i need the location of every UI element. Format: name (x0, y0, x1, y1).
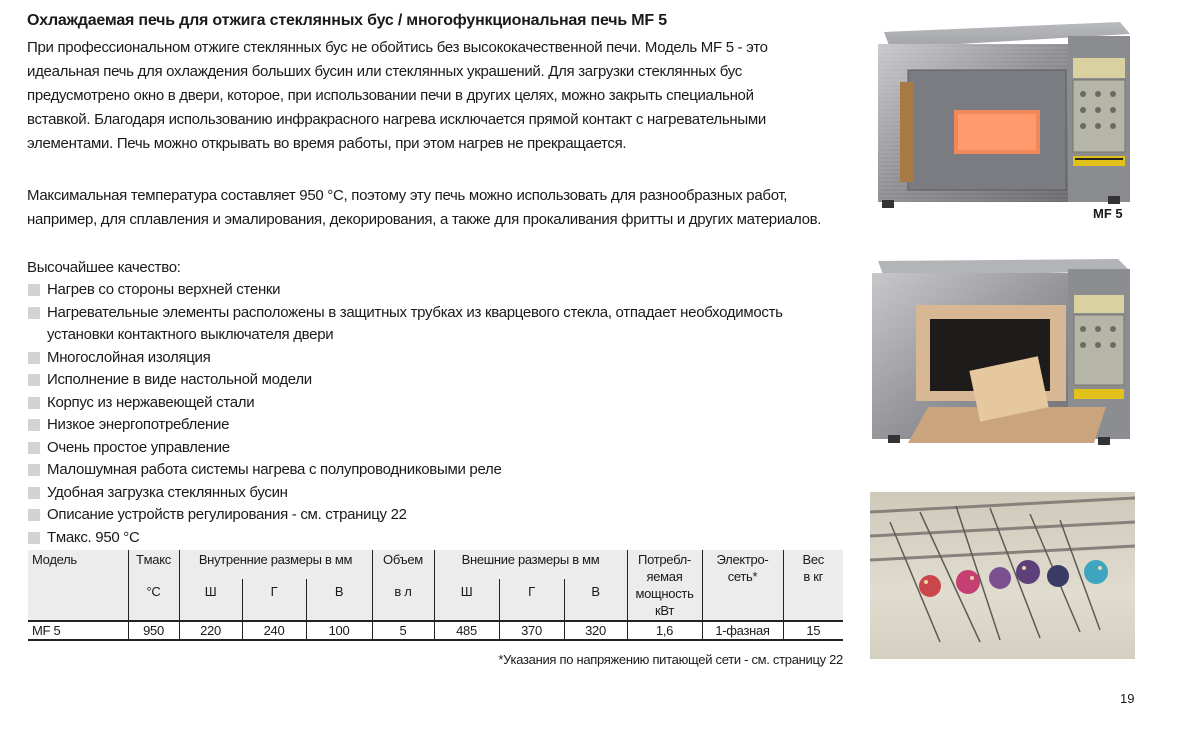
cell-mains: 1-фазная (702, 621, 783, 640)
feature-item: Многослойная изоляция (27, 347, 783, 370)
col-header-model: Модель (28, 550, 128, 579)
feature-item-continuation: установки контактного выключателя двери (47, 326, 334, 343)
cell-outer-w: 485 (434, 621, 499, 640)
feature-item: Tмакс. 950 °C (27, 527, 783, 550)
unit-outer-h: В (564, 579, 627, 621)
unit-volume: в л (372, 579, 434, 621)
feature-item: Корпус из нержавеющей стали (27, 392, 783, 415)
cell-inner-w: 220 (179, 621, 242, 640)
bullet-square-icon (28, 442, 40, 454)
cell-model: MF 5 (28, 621, 128, 640)
feature-item: Нагревательные элементы расположены в защитных трубках из кварцевого стекла, отпадает необходимость установки контактного выключателя двери (27, 302, 783, 347)
bullet-square-icon (28, 464, 40, 476)
intro-line: При профессиональном отжиге стеклянных бус не обойтись без высококачественной печи. Модель MF 5 - это (27, 39, 768, 56)
feature-item: Очень простое управление (27, 437, 783, 460)
feature-item: Исполнение в виде настольной модели (27, 369, 783, 392)
intro-line: предусмотрено окно в двери, которое, при использовании печи в других целях, можно закрыть специальной (27, 87, 754, 104)
cell-inner-d: 240 (242, 621, 306, 640)
kiln-open-image (868, 255, 1140, 470)
col-header-inner: Внутренние размеры в мм (179, 550, 372, 579)
col-header-volume: Объем (372, 550, 434, 579)
feature-item: Малошумная работа системы нагрева с полупроводниковыми реле (27, 459, 783, 482)
bullet-square-icon (28, 509, 40, 521)
bullet-square-icon (28, 419, 40, 431)
cell-outer-h: 320 (564, 621, 627, 640)
bullet-square-icon (28, 374, 40, 386)
bullet-square-icon (28, 284, 40, 296)
page-number: 19 (1120, 691, 1135, 706)
feature-item: Удобная загрузка стеклянных бусин (27, 482, 783, 505)
temperature-line: например, для сплавления и эмалирования, декорирования, а также для прокаливания фритты и других материалов. (27, 211, 822, 228)
cell-tmax: 950 (128, 621, 179, 640)
intro-line: вставкой. Благодаря использованию инфракрасного нагрева исключается прямой контакт с нагревательными (27, 111, 766, 128)
table-row (28, 621, 843, 640)
kiln-closed-image (868, 14, 1140, 224)
unit-inner-w: Ш (179, 579, 242, 621)
footnote: *Указания по напряжению питающей сети - см. страницу 22 (498, 652, 843, 667)
quality-heading: Высочайшее качество: (27, 259, 181, 276)
intro-line: элементами. Печь можно открывать во время работы, при этом нагрев не прекращается. (27, 135, 627, 152)
spec-table (28, 550, 843, 641)
feature-item: Низкое энергопотребление (27, 414, 783, 437)
col-header-power: Потребл- яемая мощность кВт (627, 550, 702, 621)
col-header-tmax: Tмакс (128, 550, 179, 579)
cell-inner-h: 100 (306, 621, 372, 640)
intro-paragraph (27, 36, 847, 156)
cell-power: 1,6 (627, 621, 702, 640)
glass-beads-image (870, 492, 1135, 659)
intro-line: идеальная печь для охлаждения больших бусин или стеклянных украшений. Для загрузки стеклянных бус (27, 63, 742, 80)
temperature-line: Максимальная температура составляет 950 °C, поэтому эту печь можно использовать для разнообразных работ, (27, 187, 788, 204)
unit-tmax: °C (128, 579, 179, 621)
cell-weight: 15 (783, 621, 843, 640)
unit-inner-d: Г (242, 579, 306, 621)
bullet-square-icon (28, 532, 40, 544)
feature-item: Нагрев со стороны верхней стенки (27, 279, 783, 302)
feature-list (27, 279, 783, 549)
unit-outer-w: Ш (434, 579, 499, 621)
feature-item: Описание устройств регулирования - см. страницу 22 (27, 504, 783, 527)
bullet-square-icon (28, 397, 40, 409)
bullet-square-icon (28, 307, 40, 319)
image-caption: MF 5 (1093, 206, 1123, 221)
col-header-outer: Внешние размеры в мм (434, 550, 627, 579)
col-header-weight: Вес в кг (802, 552, 824, 584)
cell-outer-d: 370 (499, 621, 564, 640)
table-header-row (28, 550, 843, 579)
bullet-square-icon (28, 487, 40, 499)
unit-outer-d: Г (499, 579, 564, 621)
cell-volume: 5 (372, 621, 434, 640)
bullet-square-icon (28, 352, 40, 364)
unit-inner-h: В (306, 579, 372, 621)
temperature-paragraph (27, 184, 847, 232)
page-title: Охлаждаемая печь для отжига стеклянных бус / многофункциональная печь MF 5 (27, 12, 667, 29)
col-header-mains: Электро- сеть* (702, 550, 783, 621)
